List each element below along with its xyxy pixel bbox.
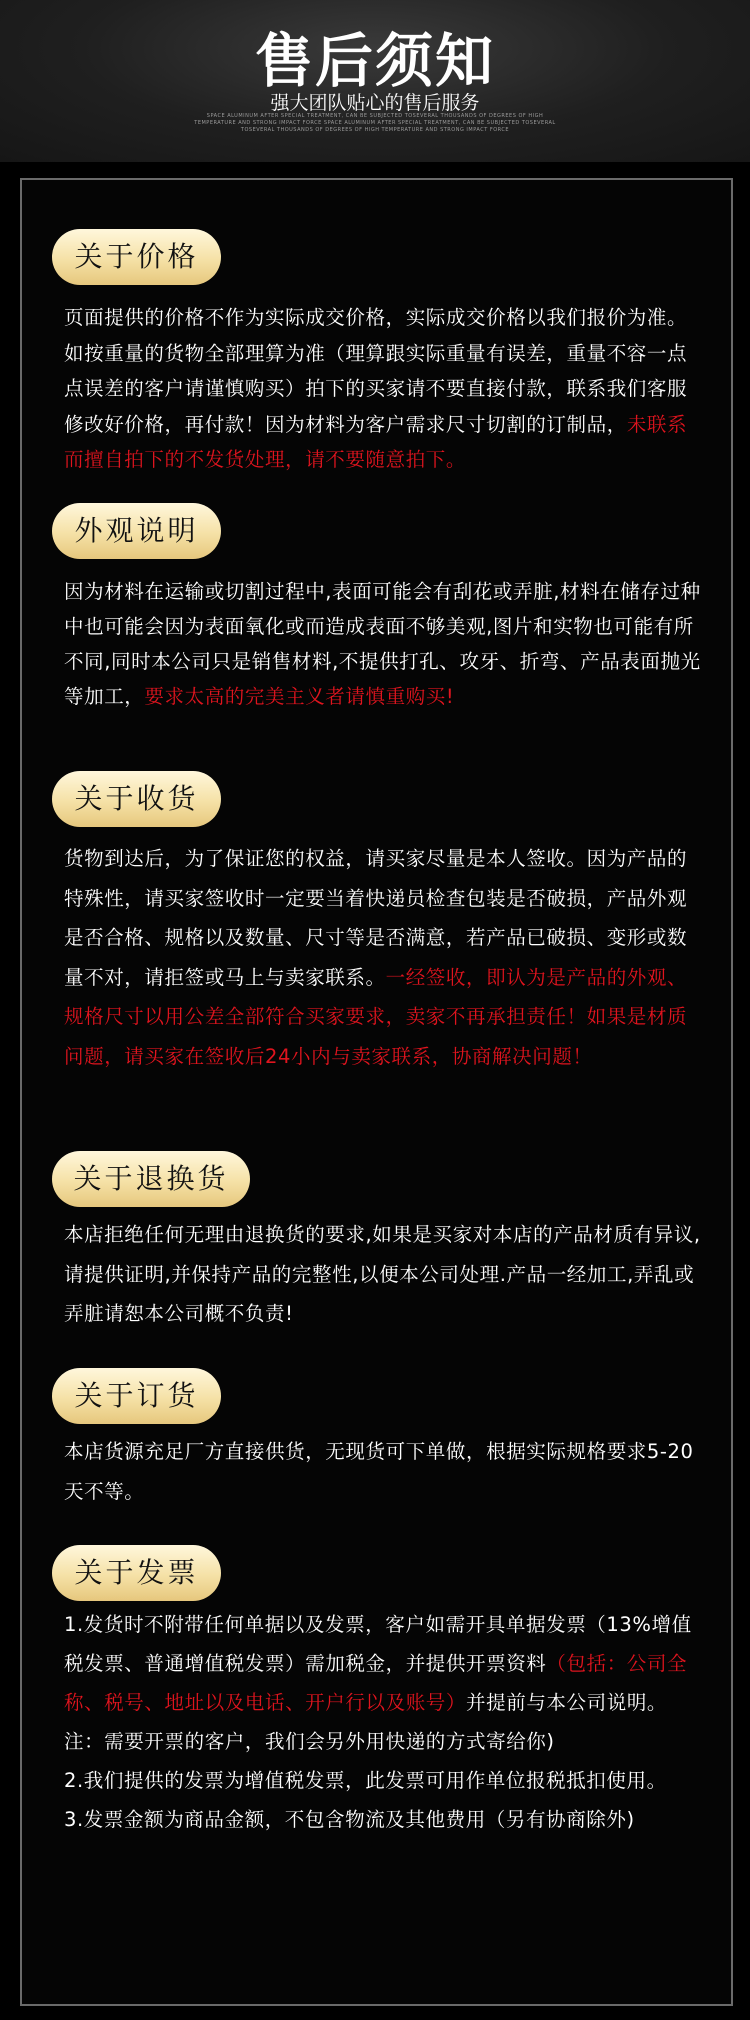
section-appearance-text: 因为材料在运输或切割过程中,表面可能会有刮花或弄脏,材料在储存过种中也可能会因为表面氧化或而造成表面不够美观,图片和实物也可能有所不同,同时本公司只是销售材料,不提供打孔、攻牙、折弯、产品表面抛光等加工，	[64, 580, 701, 708]
section-receipt-body	[64, 839, 704, 1076]
section-invoice-title: 关于发票	[52, 1545, 221, 1601]
section-receipt-text: 货物到达后，为了保证您的权益，请买家尽量是本人签收。因为产品的特殊性，请买家签收时一定要当着快递员检查包装是否破损，产品外观是否合格、规格以及数量、尺寸等是否满意，若产品已破损、变形或数量不对，请拒签或马上与卖家联系。	[64, 847, 688, 989]
invoice-item-1-text: 1.发货时不附带任何单据以及发票，客户如需开具单据发票（13%增值税发票、普通增值税发票）需加税金，并提供开票资料	[64, 1613, 692, 1675]
section-order-body: 本店货源充足厂方直接供货，无现货可下单做，根据实际规格要求5-20天不等。	[64, 1440, 694, 1503]
section-returns-body: 本店拒绝任何无理由退换货的要求,如果是买家对本店的产品材质有异议,请提供证明,并保持产品的完整性,以便本公司处理.产品一经加工,弄乱或弄脏请恕本公司概不负责!	[64, 1223, 701, 1325]
section-order-title: 关于订货	[52, 1368, 221, 1424]
section-invoice-body	[64, 1605, 704, 1839]
section-price-warning: 未联系而擅自拍下的不发货处理，请不要随意拍下。	[64, 412, 688, 471]
page-subtitle: 强大团队贴心的售后服务	[270, 92, 480, 114]
invoice-item-1-warning: （包括：公司全称、税号、地址以及电话、开户行以及账号）	[64, 1652, 688, 1714]
invoice-item-1	[64, 1605, 704, 1761]
section-appearance-title: 外观说明	[52, 503, 221, 559]
section-receipt-warning: 一经签收，即认为是产品的外观、规格尺寸以用公差全部符合买家要求，卖家不再承担责任！如果是材质问题，请买家在签收后24小内与卖家联系，协商解决问题！	[64, 965, 688, 1068]
notice-panel	[20, 178, 733, 2006]
section-appearance-body	[64, 574, 704, 714]
invoice-item-1-text-cont: 并提前与本公司说明。注：需要开票的客户，我们会另外用快递的方式寄给你)	[64, 1691, 668, 1753]
section-appearance-warning: 要求太高的完美主义者请慎重购买!	[144, 685, 455, 708]
section-price-body	[64, 300, 704, 478]
invoice-item-2: 2.我们提供的发票为增值税发票，此发票可用作单位报税抵扣使用。	[64, 1769, 667, 1792]
section-price-title: 关于价格	[52, 229, 221, 285]
section-price-text: 页面提供的价格不作为实际成交价格，实际成交价格以我们报价为准。如按重量的货物全部理算为准（理算跟实际重量有误差，重量不容一点点误差的客户请谨慎购买）拍下的买家请不要直接付款，联系我们客服修改好价格，再付款！因为材料为客户需求尺寸切割的订制品，	[64, 306, 688, 436]
section-receipt-title: 关于收货	[52, 771, 221, 827]
fine-print-line-3: TOSEVERAL THOUSANDS OF DEGREES OF HIGH TEMPERATURE AND STRONG IMPACT FORCE	[240, 127, 510, 133]
invoice-item-3: 3.发票金额为商品金额，不包含物流及其他费用（另有协商除外)	[64, 1808, 635, 1831]
fine-print	[0, 113, 750, 134]
fine-print-line-1: SPACE ALUMINUM AFTER SPECIAL TREATMENT, CAN BE SUBJECTED TOSEVERAL THOUSANDS OF DEGREES OF HIGH	[206, 113, 544, 119]
page-title: 售后须知	[254, 27, 495, 95]
section-returns-title: 关于退换货	[52, 1151, 250, 1207]
header-banner	[0, 0, 750, 162]
fine-print-line-2: TEMPERATURE AND STRONG IMPACT FORCE SPACE ALUMINUM AFTER SPECIAL TREATMENT, CAN BE SUBJECTED TOSEVERAL	[194, 120, 556, 126]
